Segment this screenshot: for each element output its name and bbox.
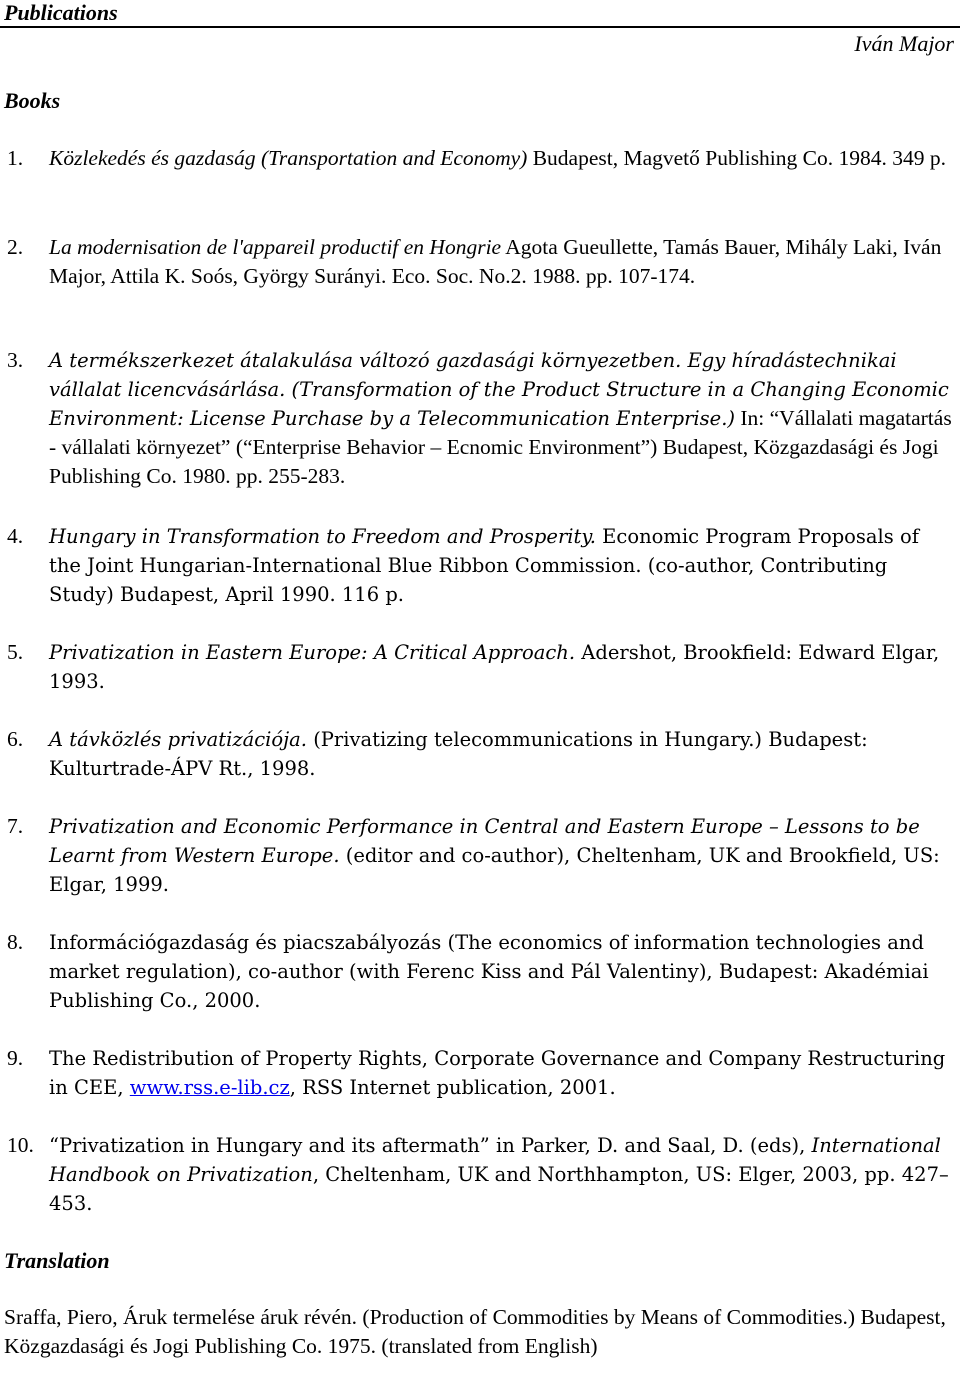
entry-number: 2. — [7, 235, 24, 259]
entry-title: Hungary in Transformation to Freedom and Prosperity. — [49, 525, 596, 548]
book-entry-2 — [7, 233, 954, 291]
book-entry-5 — [7, 638, 954, 696]
translation-entry — [4, 1303, 954, 1361]
book-entry-9 — [7, 1044, 954, 1102]
entry-details: Információgazdaság és piacszabályozás (The economics of information technologies and market regulation), co-author (with Ferenc Kiss and Pál Valentiny), Budapest: Akadémiai Publishing Co., 2000. — [49, 931, 929, 1012]
entry-title: Közlekedés és gazdaság (Transportation and Economy) — [49, 146, 528, 170]
translation-author: Sraffa, Piero, — [4, 1305, 124, 1329]
section-heading-translation: Translation — [4, 1248, 110, 1273]
book-entry-3 — [7, 346, 954, 491]
entry-details: Economic Program Proposals of the Joint Hungarian-International Blue Ribbon Commission. (co-author, Contributing Study) Budapest, April 1990. 116 p. — [49, 525, 919, 606]
entry-details: “Privatization in Hungary and its aftermath” in Parker, D. and Saal, D. (eds), — [49, 1134, 812, 1157]
entry-details-end: , Cheltenham, UK and Northhampton, US: Elger, 2003, pp. 427–453. — [49, 1163, 949, 1215]
entry-number: 9. — [7, 1046, 24, 1070]
entry-number: 8. — [7, 930, 24, 954]
book-entry-6 — [7, 725, 954, 783]
entry-title: La modernisation de l'appareil productif en Hongrie — [49, 235, 502, 259]
entry-number: 10. — [7, 1133, 34, 1157]
entry-title: Privatization in Eastern Europe: A Critical Approach. — [49, 641, 576, 664]
entry-title: A termékszerkezet átalakulása változó gazdasági környezetben. Egy híradástechnikai vállalat licencvásárlása. (Transformation of the Product Structure in a Changing Economic Environment: License Purchase by a Telecommunication Enterprise.) — [49, 349, 949, 430]
entry-number: 7. — [7, 814, 24, 838]
entry-title: A távközlés privatizációja. — [49, 728, 307, 751]
book-entry-7 — [7, 812, 954, 899]
book-entry-8 — [7, 928, 954, 1015]
entry-details: Budapest, Magvető Publishing Co. 1984. 349 p. — [527, 146, 946, 170]
title-rule — [0, 26, 960, 28]
entry-number: 4. — [7, 524, 24, 548]
entry-details: The Redistribution of Property Rights, Corporate Governance and Company Restructuring in CEE, — [49, 1047, 946, 1099]
section-heading-books: Books — [4, 88, 61, 113]
entry-number: 3. — [7, 348, 24, 372]
entry-details: Adershot, Brookfield: Edward Elgar, 1993. — [49, 641, 940, 693]
translation-title: Áruk termelése áruk révén. (Production of Commodities by Means of Commodities.) — [123, 1305, 856, 1329]
book-entry-4 — [7, 522, 954, 609]
entry-number: 5. — [7, 640, 24, 664]
entry-details: (editor and co-author), Cheltenham, UK and Brookfield, US: Elgar, 1999. — [49, 844, 940, 896]
entry-details: (Privatizing telecommunications in Hungary.) Budapest: Kulturtrade-ÁPV Rt., 1998. — [49, 728, 868, 780]
rss-publication-link[interactable]: www.rss.e-lib.cz — [129, 1076, 290, 1099]
page-title: Publications — [4, 0, 118, 25]
entry-number: 6. — [7, 727, 24, 751]
entry-details: Agota Gueullette, Tamás Bauer, Mihály Laki, Iván Major, Attila K. Soós, György Surányi. Eco. Soc. No.2. 1988. pp. 107-174. — [49, 235, 942, 288]
author-name: Iván Major — [854, 31, 954, 56]
entry-title: International Handbook on Privatization — [49, 1134, 941, 1186]
book-entry-1 — [7, 144, 954, 173]
book-entry-10 — [7, 1131, 954, 1218]
entry-details: In: “Vállalati magatartás - vállalati környezet” (“Enterprise Behavior – Ecnomic Environment”) Budapest, Közgazdasági és Jogi Publishing Co. 1980. pp. 255-283. — [49, 406, 952, 488]
translation-details: Budapest, Közgazdasági és Jogi Publishing Co. 1975. (translated from English) — [4, 1305, 946, 1358]
entry-number: 1. — [7, 146, 24, 170]
entry-details-end: , RSS Internet publication, 2001. — [289, 1076, 616, 1099]
entry-title: Privatization and Economic Performance in Central and Eastern Europe – Lessons to be Learnt from Western Europe. — [49, 815, 920, 867]
